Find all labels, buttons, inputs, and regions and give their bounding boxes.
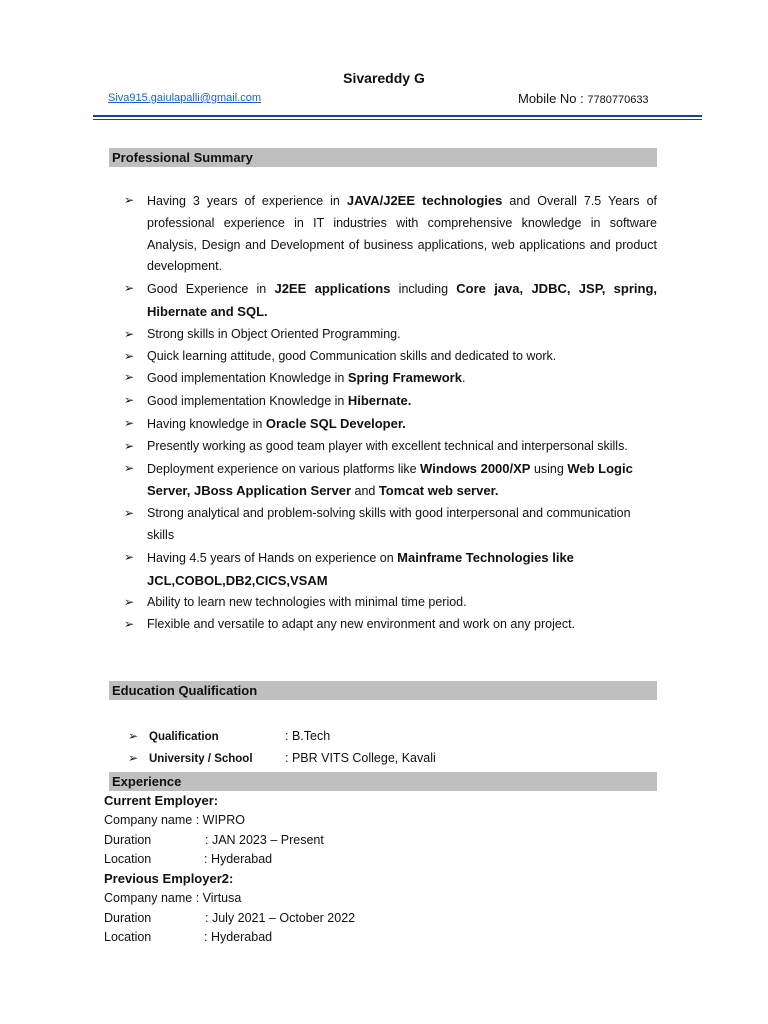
duration-label: Duration: [104, 910, 152, 925]
mobile-line: [518, 91, 649, 106]
company-value: Virtusa: [199, 891, 242, 905]
bullet-text: and Overall 7.5 Years of professional experience in IT industries with comprehensive knowledge in software Analysis, Design and Development of business applications, web applications and product development.: [147, 194, 657, 274]
arrow-bullet-icon: ➢: [124, 370, 135, 385]
bullet-text: Strong analytical and problem-solving skills with good interpersonal and communication skills: [147, 506, 631, 542]
summary-bullet: [124, 547, 657, 593]
education-label: University / School: [149, 753, 253, 765]
education-value: : B.Tech: [285, 729, 331, 743]
bullet-text: Having 4.5 years of Hands on experience on: [147, 550, 398, 565]
summary-bullet-list: [124, 190, 657, 636]
arrow-bullet-icon: ➢: [124, 193, 135, 207]
bullet-text: Good Experience in: [147, 282, 275, 297]
bullet-text-bold: Web Logic Server, JBoss Application Server: [147, 460, 633, 499]
employer-heading: Current Employer:: [104, 793, 219, 808]
arrow-bullet-icon: ➢: [124, 595, 135, 610]
header-divider-thin: [93, 119, 702, 120]
bullet-text: Having knowledge in: [147, 416, 266, 431]
summary-bullet: [124, 458, 657, 504]
summary-bullet: [124, 413, 657, 436]
duration-value: : July 2021 – October 2022: [205, 910, 356, 925]
bullet-text: using: [530, 461, 568, 476]
bullet-text: Presently working as good team player with excellent technical and interpersonal skills.: [147, 438, 628, 453]
bullet-text: including: [390, 282, 457, 297]
summary-bullet: [124, 592, 657, 614]
arrow-bullet-icon: ➢: [124, 460, 135, 475]
summary-bullet: [124, 278, 657, 324]
section-title: Education Qualification: [109, 681, 257, 700]
location-value: : Hyderabad: [204, 852, 273, 866]
bullet-text: Quick learning attitude, good Communication skills and dedicated to work.: [147, 348, 557, 363]
location-label: Location: [104, 852, 152, 866]
education-value: : PBR VITS College, Kavali: [285, 751, 436, 765]
education-label: Qualification: [149, 731, 219, 743]
summary-bullet: [124, 390, 657, 413]
bullet-text-bold: J2EE applications: [274, 281, 391, 297]
duration-row: [104, 909, 355, 929]
company-label: Company name :: [104, 813, 200, 827]
arrow-bullet-icon: ➢: [128, 751, 139, 765]
arrow-bullet-icon: ➢: [124, 617, 135, 632]
education-heading: [109, 681, 657, 700]
education-row-qualification: [128, 725, 436, 747]
arrow-bullet-icon: ➢: [124, 549, 135, 564]
company-value: WIPRO: [199, 813, 246, 827]
arrow-bullet-icon: ➢: [124, 438, 135, 453]
bullet-text-bold: JAVA/J2EE technologies: [346, 193, 503, 208]
summary-bullet: [124, 367, 657, 390]
bullet-text: Deployment experience on various platforms like: [147, 461, 421, 476]
arrow-bullet-icon: ➢: [128, 729, 139, 743]
location-value: : Hyderabad: [204, 930, 273, 944]
location-row: [104, 928, 355, 948]
bullet-text: .: [461, 371, 466, 386]
mobile-label: Mobile No :: [518, 91, 588, 106]
company-row: [104, 889, 355, 909]
section-title: Experience: [112, 774, 182, 789]
experience-heading: [109, 772, 657, 791]
bullet-text: Having 3 years of experience in: [147, 194, 347, 208]
summary-bullet: [124, 436, 657, 458]
bullet-text: Flexible and versatile to adapt any new environment and work on any project.: [147, 617, 576, 632]
bullet-text: Ability to learn new technologies with minimal time period.: [147, 595, 467, 610]
section-title: Professional Summary: [112, 150, 253, 165]
professional-summary-heading: [109, 148, 657, 167]
summary-bullet: [124, 346, 657, 368]
arrow-bullet-icon: ➢: [124, 326, 135, 341]
location-label: Location: [104, 930, 152, 944]
bullet-text-bold: Windows 2000/XP: [420, 460, 531, 476]
duration-value: : JAN 2023 – Present: [205, 832, 324, 847]
bullet-text: Good implementation Knowledge in: [147, 394, 348, 409]
summary-bullet: [124, 324, 657, 346]
summary-bullet: [124, 614, 657, 636]
company-label: Company name :: [104, 891, 200, 905]
employer-heading: Previous Employer2:: [104, 871, 234, 886]
bullet-text-bold: Mainframe Technologies like JCL,COBOL,DB2,CICS,VSAM: [147, 549, 574, 588]
header-divider-thick: [93, 115, 702, 117]
education-list: [128, 725, 436, 769]
summary-bullet: [124, 503, 657, 547]
bullet-text: and: [351, 484, 379, 499]
arrow-bullet-icon: ➢: [124, 506, 135, 521]
bullet-text: Strong skills in Object Oriented Programming.: [147, 326, 401, 341]
arrow-bullet-icon: ➢: [124, 415, 135, 430]
arrow-bullet-icon: ➢: [124, 348, 135, 363]
bullet-text-bold: Oracle SQL Developer.: [265, 415, 406, 431]
previous-employer-block: [104, 869, 355, 948]
duration-label: Duration: [104, 832, 152, 847]
bullet-text-bold: Tomcat web server.: [378, 483, 499, 499]
email-link[interactable]: Siva915.gaiulapalli@gmail.com: [108, 92, 262, 104]
current-employer-block: [104, 791, 324, 870]
bullet-text-bold: Core java, JDBC, JSP, spring, Hibernate and SQL.: [147, 281, 657, 319]
bullet-text-bold: Spring Framework: [347, 370, 462, 386]
duration-row: [104, 831, 324, 851]
bullet-text-bold: Hibernate.: [347, 393, 412, 409]
arrow-bullet-icon: ➢: [124, 281, 135, 296]
candidate-name: Sivareddy G: [343, 70, 425, 86]
location-row: [104, 850, 324, 870]
education-row-university: [128, 747, 436, 769]
company-row: [104, 811, 324, 831]
summary-bullet: [124, 190, 657, 278]
bullet-text: Good implementation Knowledge in: [147, 371, 348, 386]
arrow-bullet-icon: ➢: [124, 393, 135, 408]
mobile-number: 7780770633: [587, 94, 649, 106]
